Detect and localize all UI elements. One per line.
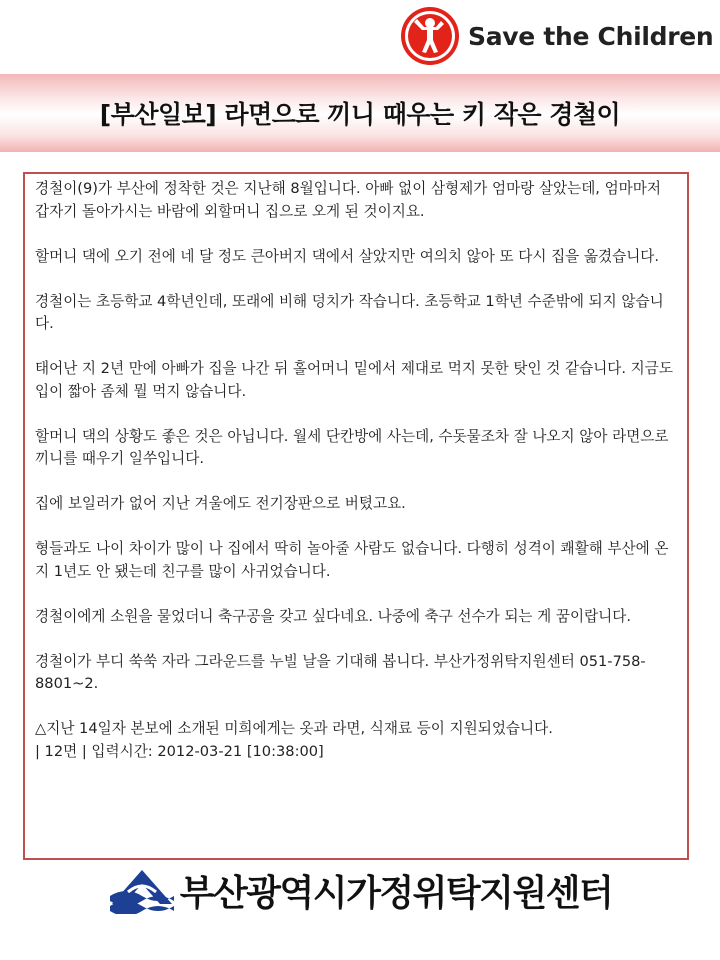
article-paragraph: 형들과도 나이 차이가 많이 나 집에서 딱히 놀아줄 사람도 없습니다. 다행히 성격이 쾌활해 부산에 온 지 1년도 안 됐는데 친구를 많이 사귀었습니다. bbox=[35, 540, 669, 580]
article-meta: | 12면 | 입력시간: 2012-03-21 [10:38:00] bbox=[35, 742, 324, 760]
busan-city-emblem-icon bbox=[108, 866, 176, 914]
article-paragraph: △지난 14일자 본보에 소개된 미희에게는 옷과 라면, 식재료 등이 지원되었습니다. bbox=[35, 720, 553, 737]
article-box bbox=[23, 172, 689, 860]
article-paragraph: 경철이가 부디 쑥쑥 자라 그라운드를 누빌 날을 기대해 봅니다. 부산가정위탁지원센터 051-758-8801~2. bbox=[35, 652, 646, 692]
save-the-children-emblem-icon bbox=[400, 6, 460, 66]
save-the-children-wordmark: Save the Children bbox=[468, 21, 714, 51]
save-the-children-logo bbox=[400, 4, 718, 68]
article-paragraph: 경철이(9)가 부산에 정착한 것은 지난해 8월입니다. 아빠 없이 삼형제가 엄마랑 살았는데, 엄마마저 갑자기 돌아가시는 바람에 외할머니 집으로 오게 된 것이지요. bbox=[35, 180, 661, 220]
busan-foster-care-logo bbox=[0, 864, 720, 916]
article-paragraph: 할머니 댁의 상황도 좋은 것은 아닙니다. 월세 단칸방에 사는데, 수돗물조차 잘 나오지 않아 라면으로 끼니를 때우기 일쑤입니다. bbox=[35, 427, 669, 467]
page-title: [부산일보] 라면으로 끼니 때우는 키 작은 경철이 bbox=[99, 100, 621, 129]
article-paragraph: 경철이에게 소원을 물었더니 축구공을 갖고 싶다네요. 나중에 축구 선수가 되는 게 꿈이랍니다. bbox=[35, 607, 632, 625]
article-paragraph: 경철이는 초등학교 4학년인데, 또래에 비해 덩치가 작습니다. 초등학교 1학년 수준밖에 되지 않습니다. bbox=[35, 292, 664, 332]
busan-foster-care-wordmark: 부산광역시가정위탁지원센터 bbox=[179, 872, 613, 914]
article-paragraph: 태어난 지 2년 만에 아빠가 집을 나간 뒤 홀어머니 밑에서 제대로 먹지 못한 탓인 것 같습니다. 지금도 입이 짧아 좀체 뭘 먹지 않습니다. bbox=[35, 360, 673, 400]
article-paragraph: 집에 보일러가 없어 지난 겨울에도 전기장판으로 버텼고요. bbox=[35, 495, 406, 512]
title-banner bbox=[0, 74, 720, 152]
article-paragraph: 할머니 댁에 오기 전에 네 달 정도 큰아버지 댁에서 살았지만 여의치 않아 또 다시 집을 옮겼습니다. bbox=[35, 247, 660, 265]
